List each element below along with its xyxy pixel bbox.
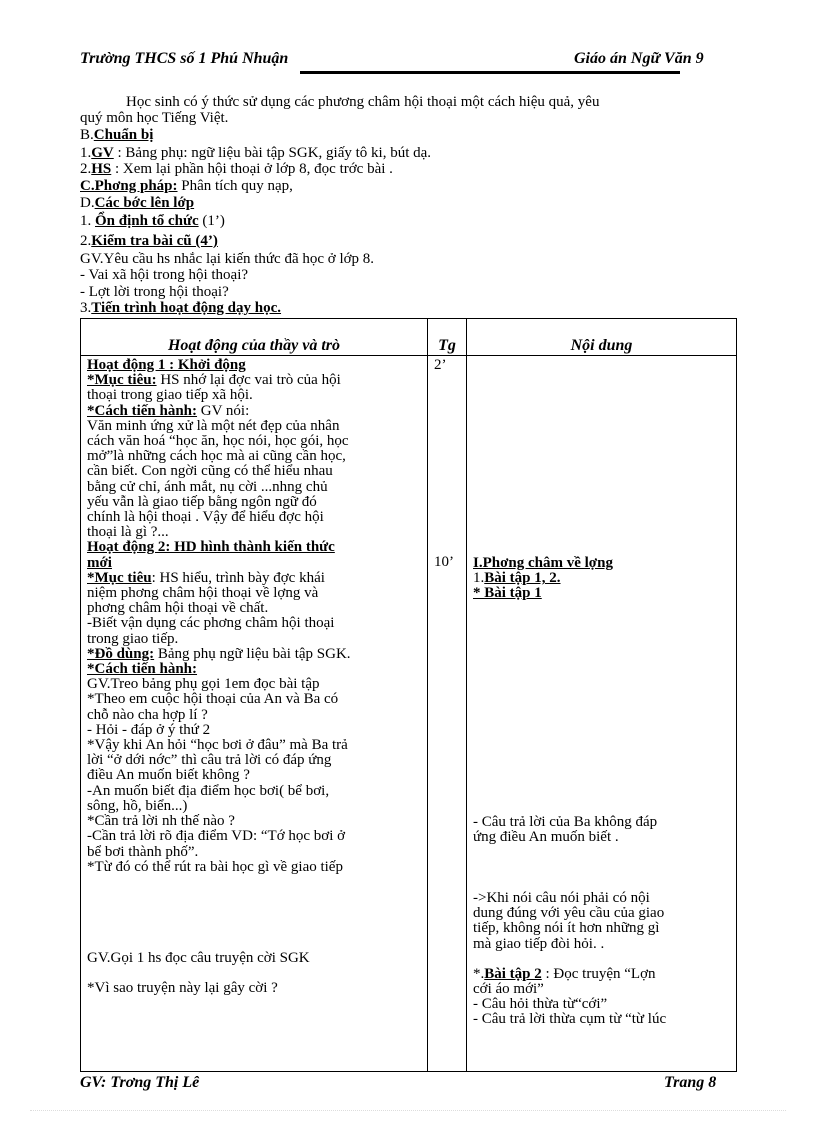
content-exercise-1: * Bài tập 1	[473, 585, 542, 602]
content-cell: I.Phơng châm về lợng 1.Bài tập 1, 2. * Bài tập 1 - Câu trả lời của Ba không đáp ứng điều An muốn biết . ->Khi nói câu nói phải có nội dung đúng với yêu cầu của giao tiếp, không nói ít hơn những gì mà giao tiếp đòi hỏi. . *.Bài tập 2 : Đọc truyện “Lợn cới áo mới” - Câu hỏi thừa từ“cới” - Câu trả lời thừa cụm từ “từ lúc	[467, 356, 737, 1072]
step-3: 3.Tiến trình hoạt động dạy học.	[80, 300, 282, 316]
activity-2-step: chỗ nào cha hợp lí ?	[87, 706, 208, 723]
question-2: - Lợt lời trong hội thoại?	[80, 284, 229, 300]
activity-2-story-call: GV.Gọi 1 hs đọc câu truyện cời SGK	[87, 949, 310, 966]
activity-1-method: *Cách tiến hành: GV nói:	[87, 402, 250, 419]
section-b-title: Chuẩn bị	[93, 127, 154, 143]
activity-1-goal: *Mục tiêu: HS nhớ lại đợc vai trò của hội	[87, 372, 341, 389]
activity-2-step: lời “ở dới nớc” thì câu trả lời có đáp ứng	[87, 752, 332, 769]
time-activity-2: 10’	[434, 554, 454, 571]
col-header-time: Tg	[428, 319, 467, 356]
activity-1-para-line: Văn minh ứng xử là một nét đẹp của nhân	[87, 417, 340, 434]
activity-1-para-line: mở”là những cách học mà ai cũng cần học,	[87, 448, 346, 465]
activity-2-story-question: *Vì sao truyện này lại gây cời ?	[87, 980, 278, 997]
activity-1-title: Hoạt động 1 : Khởi động	[87, 357, 246, 373]
content-answer-1: ứng điều An muốn biết .	[473, 828, 619, 845]
time-cell	[428, 356, 467, 1072]
activity-2-method: *Cách tiến hành:	[87, 661, 198, 678]
activity-2-step: -An muốn biết địa điểm học bơi( bể bơi,	[87, 782, 330, 799]
col-header-activity: Hoạt động của thầy và trò	[81, 319, 428, 356]
attitude-line-2: quý môn học Tiếng Việt.	[80, 110, 229, 126]
lesson-table	[80, 318, 737, 1072]
table-header-row	[81, 319, 737, 356]
content-answer-2: - Câu hỏi thừa từ“cới”	[473, 996, 608, 1013]
content-lesson: dung đúng với yêu cầu của giao	[473, 905, 665, 922]
activity-2-step: điều An muốn biết không ?	[87, 767, 250, 784]
activity-2-step: *Cần trả lời nh thế nào ?	[87, 813, 235, 830]
activity-1-para-line: bằng cử chỉ, ánh mắt, nụ cời ...nhng chủ	[87, 478, 328, 495]
step-2: 2.Kiểm tra bài cũ (4’)	[80, 233, 218, 249]
col-header-content: Nội dung	[467, 319, 737, 356]
activity-2-step: sông, hồ, biển...)	[87, 797, 188, 814]
activity-2-tools: *Đồ dùng: Bảng phụ ngữ liệu bài tập SGK.	[87, 645, 351, 662]
activity-2-step: - Hỏi - đáp ở ý thứ 2	[87, 721, 211, 738]
activity-1-para-line: chính là hội thoại . Vậy để hiểu đợc hội	[87, 509, 324, 526]
header-school: Trường THCS số 1 Phú Nhuận	[80, 50, 289, 67]
header-rule	[300, 71, 680, 74]
content-answer-1: - Câu trả lời của Ba không đáp	[473, 813, 658, 830]
section-d: D.Các bớc lên lớp	[80, 195, 195, 211]
content-lesson: ->Khi nói câu nói phải có nội	[473, 890, 650, 907]
prep-student: 2.HS : Xem lại phần hội thoại ở lớp 8, đọc trớc bài .	[80, 161, 393, 177]
section-c: C.Phơng pháp: Phân tích quy nạp,	[80, 178, 293, 194]
section-b: B.Chuẩn bị	[80, 127, 154, 143]
teacher-request: GV.Yêu cầu hs nhắc lại kiến thức đã học ở lớp 8.	[80, 251, 375, 267]
activity-2-title: Hoạt động 2: HD hình thành kiến thức	[87, 539, 335, 556]
footer-teacher: GV: Trơng Thị Lê	[80, 1074, 200, 1091]
activity-cell: Hoạt động 1 : Khởi động *Mục tiêu: HS nhớ lại đợc vai trò của hội thoại trong giao tiếp xã hội. *Cách tiến hành: GV nói: Văn minh ứng xử là một nét đẹp của nhân cách văn hoá “học ăn, học nói, học gói, học mở”là những cách học mà ai cũng cần học, cần biết. Con ngời cũng có thể hiểu nhau bằng cử chỉ, ánh mắt, nụ cời ...nhng chủ yếu vẫn là giao tiếp bằng ngôn ngữ đó chính là hội thoại . Vậy để hiểu đợc hội thoại là gì ?... Hoạt động 2: HD hình thành kiến thức mới *Mục tiêu: HS hiểu, trình bày đợc khái niệm phơng châm hội thoại về lợng và phơng châm hội thoại về chất. -Biết vận dụng các phơng châm hội thoại trong giao tiếp. *Đồ dùng: Bảng phụ ngữ liệu bài tập SGK. *Cách tiến hành: GV.Treo bảng phụ gọi 1em đọc bài tập *Theo em cuộc hội thoại của An và Ba có chỗ nào cha hợp lí ? - Hỏi - đáp ở ý thứ 2 *Vậy khi An hỏi “học bơi ở đâu” mà Ba trả lời “ở dới nớc” thì câu trả lời có đáp ứng điều An muốn biết không ? -An muốn biết địa điểm học bơi( bể bơi, sông, hồ, biển...) *Cần trả lời nh thế nào ? -Cần trả lời rõ địa điểm VD: “Tớ học bơi ở bể bơi thành phố”. *Từ đó có thể rút ra bài học gì về giao tiếp GV.Gọi 1 hs đọc câu truyện cời SGK *Vì sao truyện này lại gây cời ?	[81, 356, 428, 1072]
activity-2-step: -Cần trả lời rõ địa điểm VD: “Tớ học bơi ở	[87, 828, 346, 845]
time-activity-1: 2’	[434, 357, 447, 373]
content-answer-2: - Câu trả lời thừa cụm từ “từ lúc	[473, 1011, 667, 1028]
step-1: 1. Ổn định tổ chức (1’)	[80, 213, 225, 229]
activity-1-para-line: thoại là gì ?...	[87, 524, 169, 541]
activity-1-para-line: cần biết. Con ngời cũng có thể hiểu nhau	[87, 463, 333, 480]
activity-2-step: *Từ đó có thể rút ra bài học gì về giao tiếp	[87, 858, 343, 875]
content-heading: I.Phơng châm về lợng	[473, 555, 613, 571]
activity-2-step: bể bơi thành phố”.	[87, 843, 199, 860]
question-1: - Vai xã hội trong hội thoại?	[80, 267, 249, 283]
activity-1-para-line: yếu vẫn là giao tiếp bằng ngôn ngữ đó	[87, 493, 317, 510]
activity-2-step: GV.Treo bảng phụ gọi 1em đọc bài tập	[87, 676, 320, 693]
activity-1-para-line: cách văn hoá “học ăn, học nói, học gói, học	[87, 433, 349, 450]
activity-2-step: *Theo em cuộc hội thoại của An và Ba có	[87, 691, 339, 708]
page-bottom-divider	[30, 1110, 786, 1111]
content-lesson: tiếp, không nói ít hơn những gì	[473, 920, 660, 937]
content-exercise-2: *.Bài tập 2 : Đọc truyện “Lợn	[473, 965, 656, 982]
content-exercises-1-2: 1.Bài tập 1, 2.	[473, 570, 561, 587]
activity-2-goal: *Mục tiêu: HS hiểu, trình bày đợc khái	[87, 569, 325, 586]
content-lesson: mà giao tiếp đòi hỏi. .	[473, 935, 605, 952]
header-subject: Giáo án Ngữ Văn 9	[574, 50, 704, 67]
table-body-row	[81, 356, 737, 1072]
activity-2-step: *Vậy khi An hỏi “học bơi ở đâu” mà Ba trả	[87, 737, 348, 754]
footer-page: Trang 8	[664, 1074, 717, 1091]
attitude-line-1: Học sinh có ý thức sử dụng các phương châm hội thoại một cách hiệu quả, yêu	[126, 94, 600, 110]
prep-teacher: 1.GV : Bảng phụ: ngữ liệu bài tập SGK, giấy tô ki, bút dạ.	[80, 145, 432, 161]
